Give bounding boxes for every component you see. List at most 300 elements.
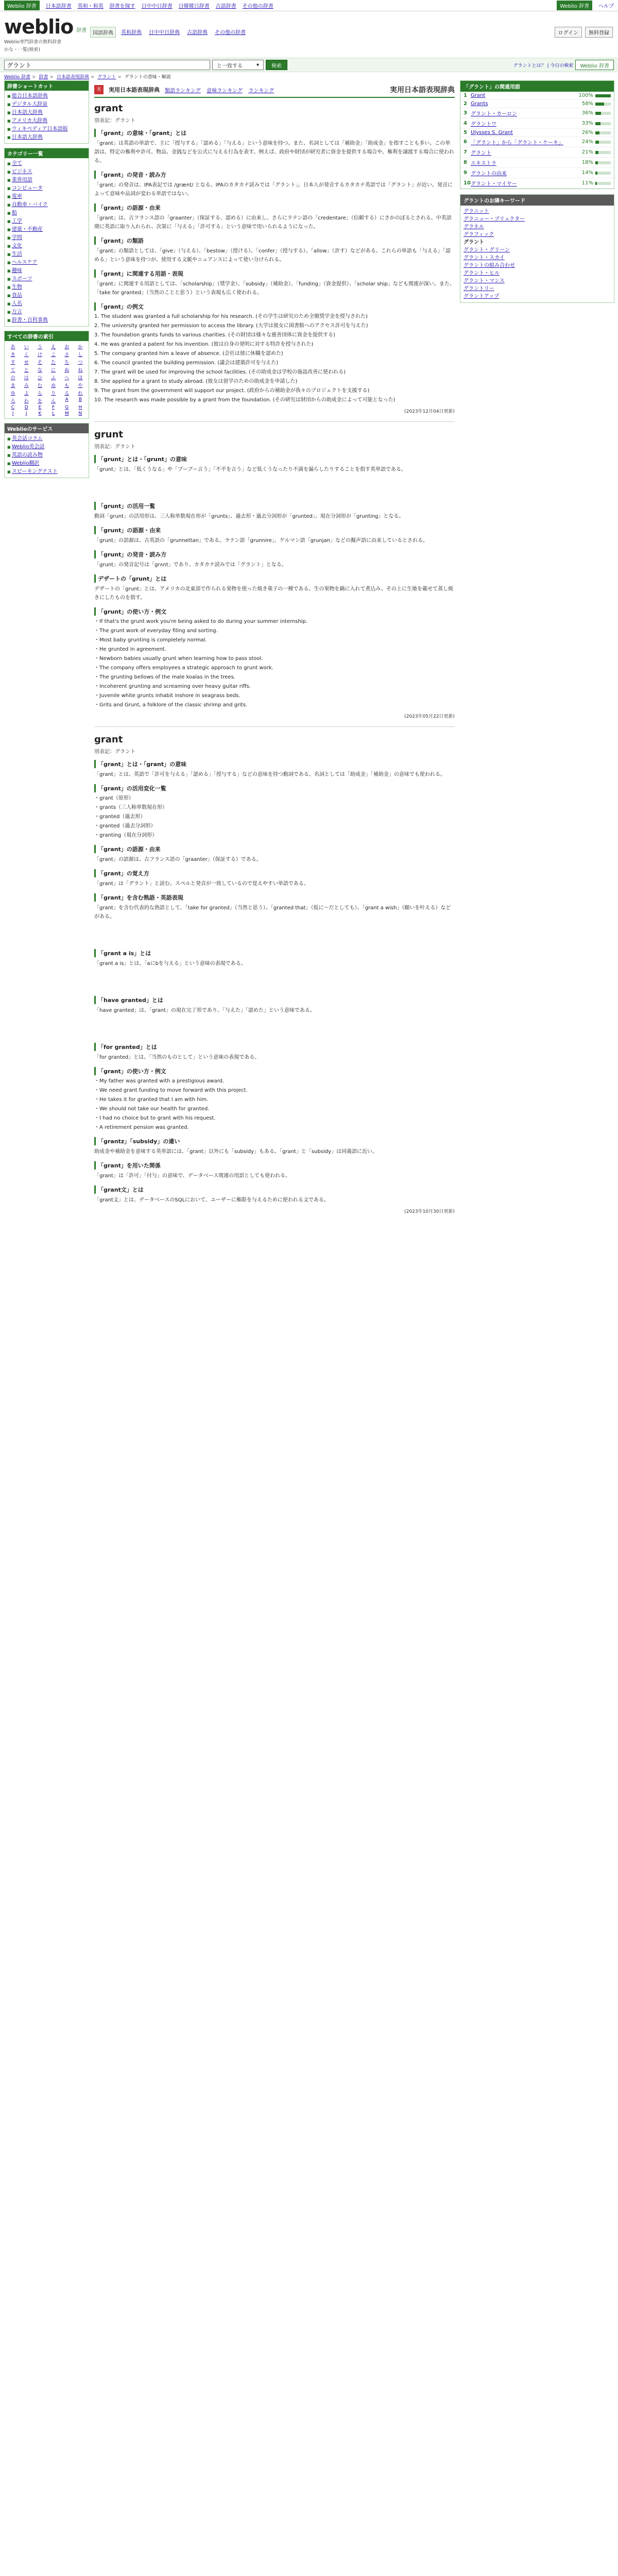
list-item[interactable] xyxy=(7,267,86,275)
category-link[interactable]: 全て xyxy=(11,161,22,166)
example-item: ・Newborn babies usually grunt when learning how to pass stool. xyxy=(94,656,263,662)
list-item[interactable] xyxy=(7,308,86,316)
section-heading: 「grantz」「subsidy」の違い xyxy=(94,1137,455,1145)
example-list xyxy=(94,618,455,709)
kana-index-link[interactable]: へ xyxy=(64,376,70,381)
dict-link[interactable]: 意味ランキング xyxy=(207,88,243,94)
dict-link[interactable]: ランキング xyxy=(248,88,274,94)
entry-alt-spelling: 別表記：グラント xyxy=(94,444,135,450)
rank-bar-fill xyxy=(595,122,600,125)
kana-index-link[interactable]: さ xyxy=(64,352,70,358)
section-heading: 「grant」の語源・由来 xyxy=(94,204,455,212)
neighbor-keyword-link[interactable]: グラニュー・ブリュクター xyxy=(464,216,525,222)
rank-bar xyxy=(595,94,611,97)
kana-index-link[interactable]: ひ xyxy=(37,376,42,381)
right-sidebar xyxy=(460,80,614,1217)
match-mode-select[interactable] xyxy=(212,60,264,70)
rank-bar-fill xyxy=(595,172,597,175)
list-item[interactable] xyxy=(7,283,86,292)
kana-index-link[interactable]: の xyxy=(10,376,15,381)
rank-bar xyxy=(595,141,611,144)
kana-index-link[interactable]: I xyxy=(12,411,14,416)
kana-index-link[interactable]: F xyxy=(52,405,55,410)
category-link[interactable]: 生物 xyxy=(11,284,22,290)
page-body xyxy=(0,80,618,1217)
shortcut-list xyxy=(5,91,89,143)
kana-index-link[interactable]: む xyxy=(37,383,42,388)
section-heading: 「grant」の意味・「grant」とは xyxy=(94,129,455,137)
rank-word-link[interactable]: グラントの由来 xyxy=(471,171,507,177)
kana-index-link[interactable]: せ xyxy=(24,360,29,365)
logo-text: weblio xyxy=(4,15,74,38)
list-item[interactable] xyxy=(7,217,86,226)
kana-index-link[interactable]: A xyxy=(65,397,68,402)
entry-divider xyxy=(94,726,455,727)
dict-link[interactable]: 類語ランキング xyxy=(165,88,201,94)
category-link[interactable]: 生活 xyxy=(11,251,22,257)
kana-index-link[interactable]: わ xyxy=(24,399,29,404)
list-item[interactable] xyxy=(7,176,86,184)
kana-index-link[interactable]: K xyxy=(38,411,42,416)
ranking-title: 「グラント」の関連用語 xyxy=(460,81,614,92)
category-link[interactable]: 方言 xyxy=(11,309,22,315)
list-item[interactable] xyxy=(7,316,86,325)
category-link[interactable]: 辞書・百科事典 xyxy=(11,317,48,323)
list-item[interactable] xyxy=(7,468,86,476)
rank-number: 10 xyxy=(464,180,471,186)
category-link[interactable]: 船 xyxy=(11,210,17,216)
list-item[interactable] xyxy=(7,250,86,259)
list-item[interactable] xyxy=(7,460,86,468)
kana-index-link[interactable]: け xyxy=(37,352,42,358)
rank-bar-fill xyxy=(595,182,597,185)
kana-index-link[interactable]: え xyxy=(51,345,56,350)
tab-kogo[interactable]: 古語辞典 xyxy=(187,30,208,36)
entry-headword: grunt xyxy=(94,429,123,440)
rank-number: 1 xyxy=(464,93,467,98)
tab-other[interactable]: その他の辞書 xyxy=(215,30,246,36)
category-link[interactable]: 業界用語 xyxy=(11,177,32,183)
breadcrumb-sep-icon: > xyxy=(32,75,36,80)
service-link[interactable]: スピーキングテスト xyxy=(11,469,58,474)
neighbor-keyword-link[interactable]: グラフィック xyxy=(464,232,494,238)
kana-index-link[interactable]: あ xyxy=(10,345,15,350)
kana-index-link[interactable]: ま xyxy=(10,383,15,388)
neighbor-keyword-link[interactable]: グラント・スカイ xyxy=(464,255,505,261)
kana-index-link[interactable]: ら xyxy=(37,391,42,396)
breadcrumb-item[interactable]: 日本語表現辞典 xyxy=(56,75,89,80)
example-item: 3. The foundation grants funds to various charities. (その財団は様々な慈善団体に資金を提供する) xyxy=(94,332,335,338)
kana-index-link[interactable]: G xyxy=(65,405,69,410)
rank-bar xyxy=(595,161,611,164)
section-text: 「grant」の語源は、古フランス語の「graanter」（保証する）である。 xyxy=(94,857,262,862)
category-box xyxy=(4,148,89,327)
updated-date: (2023年05月22日更新) xyxy=(404,714,455,719)
kana-index-link[interactable]: る xyxy=(64,391,70,396)
service-link[interactable]: Weblio翻訳 xyxy=(11,461,40,466)
breadcrumb xyxy=(0,72,618,80)
rank-number: 8 xyxy=(464,160,467,165)
list-item[interactable] xyxy=(7,125,86,133)
rank-bar-fill xyxy=(595,151,598,154)
kana-index-link[interactable]: ぬ xyxy=(64,368,70,373)
list-item[interactable] xyxy=(7,451,86,460)
neighbor-keyword-link[interactable]: グラントアップ xyxy=(464,294,499,299)
form-item: ・grant（原形） xyxy=(94,795,134,801)
section-text: 「grant」に関連する用語としては、「scholarship」（奨学金）、「subsidy」（補助金）、「funding」（資金提供）、「scholar ship」なども関連が深い。また、「take for granted」（当然のことと思う）という表現も広く使われる。 xyxy=(94,281,455,296)
nav-item-other[interactable]: その他の辞書 xyxy=(242,4,273,9)
chevron-down-icon: ▾ xyxy=(256,62,259,68)
list-item[interactable] xyxy=(7,109,86,117)
list-item[interactable] xyxy=(7,209,86,217)
kana-index-link[interactable]: に xyxy=(51,368,56,373)
rank-word-link[interactable]: Grant xyxy=(471,93,486,98)
category-link[interactable]: 工学 xyxy=(11,218,22,224)
kana-index-link[interactable]: ね xyxy=(78,368,83,373)
spacer xyxy=(94,970,455,991)
example-item: 8. She applied for a grant to study abroad. (彼女は留学のための助成金を申請した) xyxy=(94,379,298,384)
service-link[interactable]: Weblio英会話 xyxy=(11,444,45,450)
neighbor-keyword-link[interactable]: グラント・ヒル xyxy=(464,270,500,276)
ranking-row[interactable] xyxy=(460,147,614,158)
entry-alt-spelling: 別表記：グラント xyxy=(94,749,135,755)
section-heading: 「grant」の類語 xyxy=(94,236,455,245)
list-item[interactable] xyxy=(7,275,86,283)
kana-index-link[interactable]: て xyxy=(10,368,15,373)
example-item: 6. The council granted the building permission. (議会は建築許可を与えた) xyxy=(94,360,279,366)
rank-percent: 33% xyxy=(581,121,593,126)
weblio-logo[interactable] xyxy=(4,15,73,38)
category-link[interactable]: 食品 xyxy=(11,293,22,298)
example-item: ・He takes it for granted that I am with him. xyxy=(94,1097,209,1103)
rank-word-link[interactable]: グラント xyxy=(471,150,491,156)
section-heading: 「grant」とは・「grant」の意味 xyxy=(94,760,455,768)
ranking-row[interactable] xyxy=(460,129,614,137)
section-text: 「grunt」とは、「低くうなる」や「ブーブー言う」「不平を言う」など低くうなったり不満を漏らしたりすることを指す英単語である。 xyxy=(94,467,406,472)
search-bar xyxy=(0,58,618,72)
kana-index-link[interactable]: H xyxy=(78,405,82,410)
dict-name[interactable]: 実用日本語表現辞典 xyxy=(109,87,160,93)
list-item[interactable] xyxy=(7,117,86,125)
tab-chinese[interactable]: 日中中日辞典 xyxy=(149,30,180,36)
kana-index-link[interactable]: き xyxy=(10,352,15,358)
shortcut-link[interactable]: アメリカ大辞典 xyxy=(11,118,48,124)
section-heading: 「grunt」の使い方・例文 xyxy=(94,607,455,616)
search-links[interactable]: グラントとは？ | 今日の検索 xyxy=(513,63,574,69)
services-box xyxy=(4,423,89,478)
kana-index-link[interactable]: み xyxy=(24,383,29,388)
kana-index-link[interactable]: し xyxy=(78,352,83,358)
list-item[interactable] xyxy=(7,201,86,209)
category-link[interactable]: 趣味 xyxy=(11,268,22,274)
list-item[interactable] xyxy=(7,160,86,168)
section-text: 「grant」は、古フランス語の「graanter」（保証する、認める）に由来し、さらにラテン語の「credentare」（信頼する）にさかのぼるとされる。中英語期に英語に取り入れられ、次第に「与える」「許可する」という意味で用いられるようになった。 xyxy=(94,215,452,230)
search-input[interactable] xyxy=(4,60,210,70)
kana-index-link[interactable]: く xyxy=(24,352,29,358)
category-link[interactable]: 建築・不動産 xyxy=(11,227,43,232)
rank-word-link[interactable]: 「グラント」から「グラント・ケーキ」 xyxy=(471,140,563,146)
shortcut-link[interactable]: デジタル大辞泉 xyxy=(11,101,48,107)
kana-index-link[interactable]: と xyxy=(24,368,29,373)
breadcrumb-item[interactable]: 辞書 xyxy=(39,75,48,80)
list-item[interactable] xyxy=(7,168,86,176)
section-text: 「grant」は「許可」「付与」の意味で、データベース関連の用語としても使われる。 xyxy=(94,1173,291,1179)
kana-index-link[interactable]: M xyxy=(64,411,69,416)
nav-item-japanese[interactable]: 日本語辞書 xyxy=(45,4,72,9)
list-item[interactable] xyxy=(7,100,86,109)
example-item: ・Most baby grunting is completely normal. xyxy=(94,637,207,643)
example-item: ・If that's the grunt work you're being asked to do during your summer internship. xyxy=(94,619,307,624)
list-item[interactable] xyxy=(7,234,86,242)
neighbor-keywords-title: グラントのお隣キーワード xyxy=(460,195,614,206)
section-heading: 「for granted」とは xyxy=(94,1043,455,1051)
example-item: ・We need grant funding to move forward with this project. xyxy=(94,1088,248,1093)
nav-item-kogo[interactable]: 古語辞書 xyxy=(215,4,236,9)
dict-header xyxy=(94,82,455,98)
rank-bar xyxy=(595,122,611,125)
entry-alt-spelling: 別表記：グラント xyxy=(94,118,135,124)
section-heading: 「grunt」の活用一覧 xyxy=(94,502,455,510)
example-item: 4. He was granted a patent for his invention. (彼は自身の発明に対する特許を授与された) xyxy=(94,342,314,347)
section-heading: 「have granted」とは xyxy=(94,996,455,1004)
kana-index-link[interactable]: れ xyxy=(78,391,83,396)
kana-index-link[interactable]: ち xyxy=(64,360,70,365)
section-text: 「grant」は英語の単語で、主に「授与する」「認める」「与える」という意味を持つ。また、名詞としては「補助金」「助成金」を指すことも多い。この単語は、特定の権利や許可、物品、金銭などを公式に与える行為を表す。例えば、政府や財団が研究者に資金を提供する場合や、権利を譲渡する場合に使われる。 xyxy=(94,141,454,164)
rank-word-link[interactable]: エキストラ xyxy=(471,161,496,166)
section-text: 動詞「grunt」の活用形は、三人称単数現在形が「grunts」、過去形・過去分詞形が「grunted」、現在分詞形が「grunting」となる。 xyxy=(94,514,404,519)
category-link[interactable]: 人名 xyxy=(11,301,22,307)
kana-index-link[interactable]: E xyxy=(38,405,42,410)
spacer xyxy=(94,923,455,944)
section-text: 「grant」を含む代表的な熟語として、「take for granted」（当然と思う）、「granted that」（仮に〜だとしても）、「grant a wish」（願いを叶える）などがある。 xyxy=(94,905,451,920)
ranking-row[interactable] xyxy=(460,137,614,147)
search-button[interactable]: 検索 xyxy=(266,60,287,70)
neighbor-keyword-link[interactable]: グラント xyxy=(464,240,484,245)
logo-suffix: 辞書 xyxy=(76,28,87,33)
example-item: 10. The research was made possible by a grant from the foundation. (その研究は財団からの助成金によって可能となった) xyxy=(94,397,396,403)
section-text: 「for granted」とは、「当然のものとして」という意味の表現である。 xyxy=(94,1055,260,1060)
kana-index-link[interactable]: J xyxy=(25,411,27,416)
breadcrumb-item[interactable]: グラント xyxy=(97,75,116,80)
section-heading: 「grant」の活用変化一覧 xyxy=(94,784,455,792)
breadcrumb-item[interactable]: Weblio 辞書 xyxy=(4,75,30,80)
updated-date: (2023年12月04日更新) xyxy=(404,409,455,414)
neighbor-keywords-list xyxy=(460,206,614,302)
kana-index-link[interactable]: ろ xyxy=(10,399,15,404)
rank-word-link[interactable]: グラント・マイヤー xyxy=(471,181,517,187)
kana-index-link[interactable]: た xyxy=(51,360,56,365)
list-item[interactable] xyxy=(7,193,86,201)
rank-percent: 36% xyxy=(581,110,593,116)
shortcut-link[interactable]: 総合日本語辞典 xyxy=(11,93,48,99)
rank-percent: 26% xyxy=(581,130,593,135)
kana-index-title: すべての辞書の索引 xyxy=(5,331,89,341)
top-nav xyxy=(0,0,618,11)
ranking-row[interactable] xyxy=(460,168,614,178)
example-item: ・The grunting bellows of the male koalas in the trees. xyxy=(94,674,235,680)
example-item: ・Incoherent grunting and screaming over heavy guitar riffs. xyxy=(94,684,251,689)
list-item[interactable] xyxy=(7,435,86,443)
example-item: ・Grits and Grunt, a folklore of the classic shrimp and grits. xyxy=(94,702,248,708)
kana-index-link[interactable]: L xyxy=(52,411,55,416)
example-item: 5. The company granted him a leave of absence. (会社は彼に休職を認めた) xyxy=(94,351,283,357)
section-heading: 「grunt」の語源・由来 xyxy=(94,526,455,534)
section-heading: 「grant文」とは xyxy=(94,1185,455,1194)
entry-headword: grant xyxy=(94,734,123,745)
header-tabs xyxy=(90,27,248,38)
kana-index-link[interactable]: よ xyxy=(24,391,29,396)
ranking-row[interactable] xyxy=(460,178,614,189)
category-link[interactable]: ヘルスケア xyxy=(11,260,38,265)
section-text: 「grant」の類語としては、「give」（与える）、「bestow」（授ける）、「confer」（授与する）、「allow」（許す）などがある。これらの単語も「与える」「認める」という意味を持つが、使用する文脈やニュアンスによって使い分けられる。 xyxy=(94,248,451,263)
list-item[interactable] xyxy=(7,226,86,234)
kana-index-link[interactable]: は xyxy=(24,376,29,381)
kana-index-link[interactable]: も xyxy=(64,383,70,388)
neighbor-keyword-link[interactable]: グラント・グリーン xyxy=(464,247,510,253)
section-text: 「grant文」とは、データベースのSQLにおいて、ユーザーに権限を与えるために使われる文である。 xyxy=(94,1197,329,1203)
ranking-row[interactable] xyxy=(460,118,614,129)
list-item[interactable] xyxy=(7,92,86,100)
list-item[interactable] xyxy=(7,300,86,308)
updated-date: (2023年10月30日更新) xyxy=(404,1209,455,1214)
forms-list xyxy=(94,794,455,840)
nav-item-find-dict[interactable]: 辞書を探す xyxy=(109,4,135,9)
service-link[interactable]: 英語の読み物 xyxy=(11,452,43,458)
category-link[interactable]: スポーツ xyxy=(11,276,32,282)
tab-kokugo[interactable]: 国語辞典 xyxy=(90,27,116,38)
section-heading: 「grant」の例文 xyxy=(94,302,455,311)
section-text: デザートの「grunt」とは、アメリカの北東部で作られる果物を使った焼き菓子の一種である。生の果物を鍋に入れて煮込み、その上に生地を載せて蒸し焼きにしたものを指す。 xyxy=(94,586,453,601)
shortcut-link[interactable]: 日本語大辞典 xyxy=(11,134,43,140)
example-item: ・We should not take our health for granted. xyxy=(94,1106,210,1112)
register-button[interactable]: 無料登録 xyxy=(585,27,613,38)
list-item[interactable] xyxy=(7,443,86,451)
nav-item-korean[interactable]: 日韓韓日辞書 xyxy=(178,4,210,9)
kana-index-link[interactable]: こ xyxy=(51,352,56,358)
section-heading: 「grant」に関連する用語・表現 xyxy=(94,269,455,278)
login-button[interactable]: ログイン xyxy=(555,27,582,38)
shortcut-link[interactable]: 日本語大辞典 xyxy=(11,110,43,115)
rank-word-link[interactable]: Ulysses S. Grant xyxy=(471,130,513,135)
left-sidebar xyxy=(4,80,89,1217)
kana-index-link[interactable]: す xyxy=(10,360,15,365)
section-heading: 「grant」の使い方・例文 xyxy=(94,1067,455,1075)
rank-bar xyxy=(595,112,611,115)
kana-index-box xyxy=(4,331,89,419)
rank-word-link[interactable]: グラント・カーロン xyxy=(471,111,517,117)
category-link[interactable]: 電車 xyxy=(11,194,22,199)
entry-headword: grant xyxy=(94,103,123,114)
kana-index-link[interactable]: ふ xyxy=(51,376,56,381)
nav-item-english[interactable]: 英和・和英 xyxy=(77,4,104,9)
kana-index-link[interactable]: め xyxy=(51,383,56,388)
example-list xyxy=(94,1077,455,1132)
service-link[interactable]: 英会話コラム xyxy=(11,436,43,442)
neighbor-keyword-link[interactable]: グラントの組み合わせ xyxy=(464,263,515,268)
section-heading: 「grunt」とは・「grunt」の意味 xyxy=(94,455,455,463)
nav-badge[interactable]: Weblio 辞書 xyxy=(557,1,592,10)
kana-index-link[interactable]: な xyxy=(37,368,42,373)
kana-index-link[interactable]: B xyxy=(78,397,82,402)
section-heading: 「grant」の語源・由来 xyxy=(94,845,455,853)
example-list xyxy=(94,313,455,404)
list-item[interactable] xyxy=(7,292,86,300)
ranking-row[interactable] xyxy=(460,100,614,108)
kana-index-link[interactable]: か xyxy=(78,345,83,350)
dict-links xyxy=(165,86,278,94)
shortcut-link[interactable]: ウィキペディア日本語版 xyxy=(11,126,68,132)
dict-title-banner: 実用日本語表現辞典 xyxy=(390,86,455,94)
form-item: ・grants（三人称単数現在形） xyxy=(94,805,168,810)
kana-index-link[interactable]: ゆ xyxy=(10,391,15,396)
kana-index-link[interactable]: ん xyxy=(51,399,56,404)
ranking-row[interactable] xyxy=(460,108,614,118)
nav-item-weblio[interactable]: Weblio 辞書 xyxy=(4,1,40,10)
rank-word-link[interactable]: グラントワ xyxy=(471,122,496,127)
neighbor-keyword-link[interactable]: グラントリー xyxy=(464,286,494,292)
category-link[interactable]: 自動車・バイク xyxy=(11,202,48,208)
category-link[interactable]: 文化 xyxy=(11,243,22,249)
kana-index-link[interactable]: や xyxy=(78,383,83,388)
neighbor-keyword-link[interactable]: グラニット xyxy=(464,209,489,214)
example-item: ・The grunt work of everyday filing and sorting. xyxy=(94,628,218,634)
ranking-list xyxy=(460,92,614,189)
section-text: 「have granted」は、「grant」の現在完了形であり、「与えた」「認めた」という意味である。 xyxy=(94,1008,315,1013)
rank-bar-fill xyxy=(595,112,601,115)
kana-index-link[interactable]: そ xyxy=(37,360,42,365)
kana-index-link[interactable]: ほ xyxy=(78,376,83,381)
rank-bar xyxy=(595,151,611,154)
ranking-row[interactable] xyxy=(460,92,614,100)
category-link[interactable]: コンピュータ xyxy=(11,185,43,191)
neighbor-keyword-link[interactable]: グラント・マンス xyxy=(464,278,505,284)
kana-index-link[interactable]: い xyxy=(24,345,29,350)
category-link[interactable]: 学問 xyxy=(11,235,22,241)
header-account xyxy=(555,27,613,38)
kana-index-link[interactable]: お xyxy=(64,345,70,350)
nav-help-link[interactable]: ヘルプ xyxy=(598,4,614,9)
kana-index-link[interactable]: D xyxy=(24,405,28,410)
section-heading: 「grant」の覚え方 xyxy=(94,869,455,877)
rank-percent: 58% xyxy=(581,101,593,107)
rank-word-link[interactable]: Grants xyxy=(471,101,488,107)
kana-index-link[interactable]: を xyxy=(37,399,42,404)
entry-grunt xyxy=(94,429,455,719)
list-item[interactable] xyxy=(7,259,86,267)
neighbor-keyword-link[interactable]: グラネル xyxy=(464,224,484,230)
section-text: 「grunt」の発音記号は「grʌnt」であり、カタカナ読みでは「グラント」となる。 xyxy=(94,562,287,568)
kana-index-link[interactable]: り xyxy=(51,391,56,396)
kana-index-link[interactable]: う xyxy=(37,345,42,350)
category-link[interactable]: ビジネス xyxy=(11,169,32,175)
kana-index-link[interactable]: つ xyxy=(78,360,83,365)
list-item[interactable] xyxy=(7,133,86,142)
list-item[interactable] xyxy=(7,184,86,193)
nav-item-chinese[interactable]: 日中中日辞書 xyxy=(141,4,173,9)
entry-divider xyxy=(94,421,455,422)
ranking-row[interactable] xyxy=(460,158,614,168)
rank-bar-fill xyxy=(595,94,611,97)
weblio-ext-button[interactable]: Weblio 辞書 xyxy=(575,60,614,70)
list-item[interactable] xyxy=(7,242,86,250)
kana-index-link[interactable]: N xyxy=(78,411,82,416)
tab-eiwa[interactable]: 英和辞典 xyxy=(121,30,142,36)
kana-index-link[interactable]: C xyxy=(11,405,15,410)
breadcrumb-sep-icon: > xyxy=(117,75,122,80)
rank-bar-fill xyxy=(595,161,598,164)
services-box-title: Weblioのサービス xyxy=(5,423,89,433)
section-text: 「grunt」の語源は、古英語の「grunnettan」である。ラテン語「grunnire」、ゲルマン語「grunjan」などの擬声語に由来しているとされる。 xyxy=(94,538,428,544)
